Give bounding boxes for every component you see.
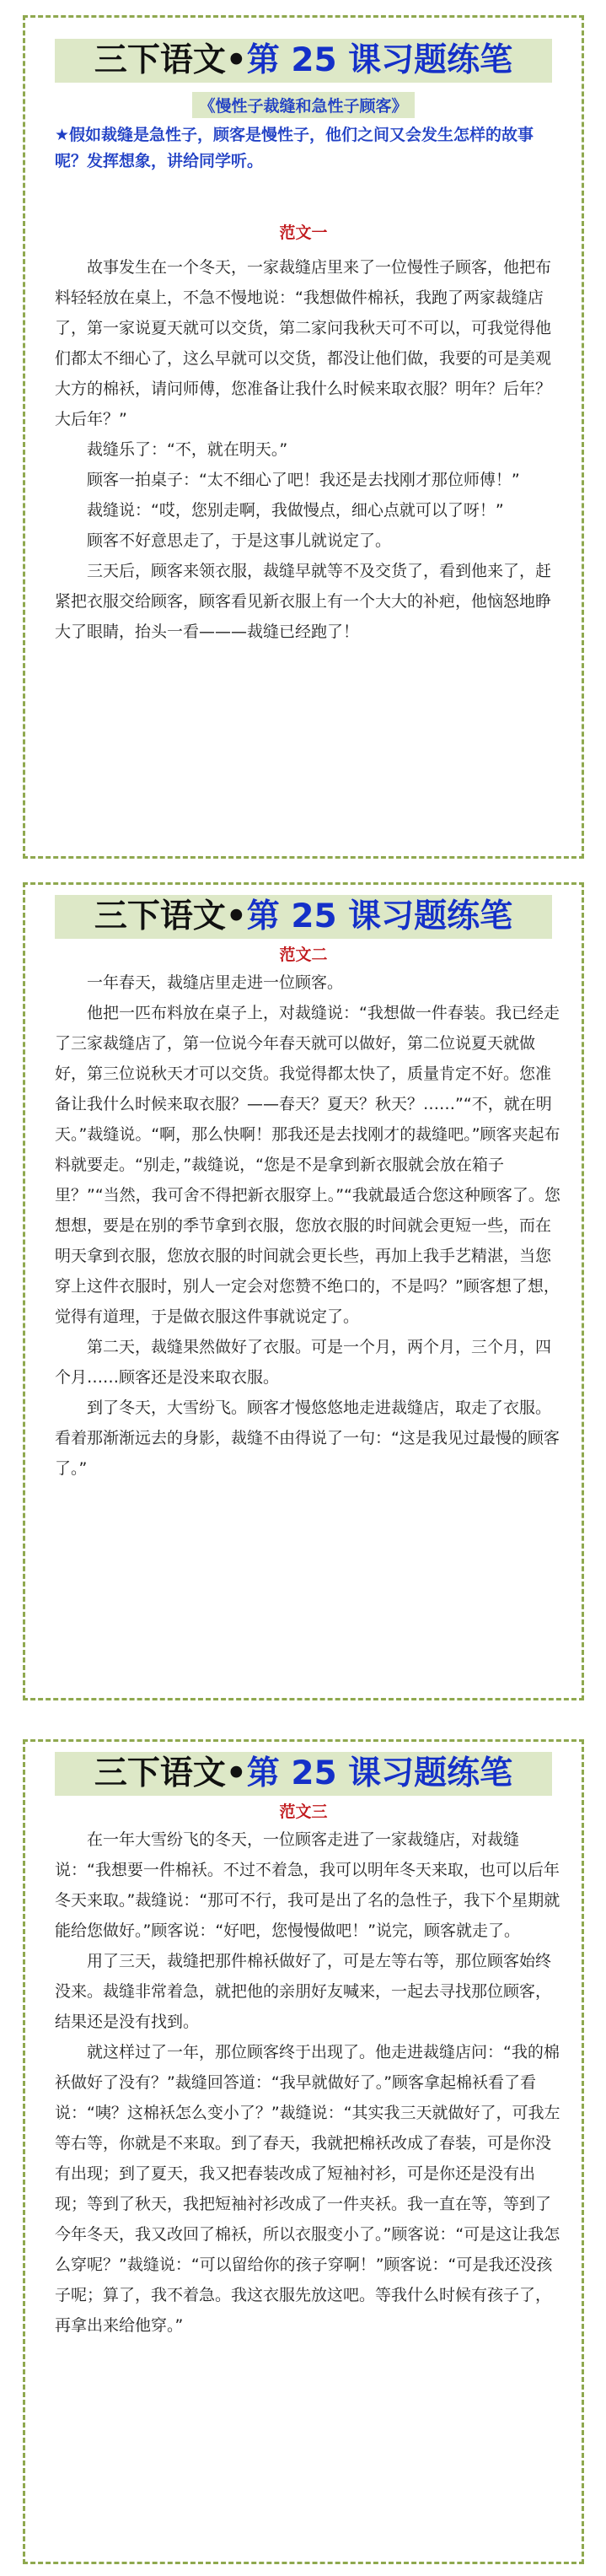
title-grade-text: 三下语文• [94, 41, 247, 79]
lesson-subtitle: 《慢性子裁缝和急性子顾客》 [55, 92, 552, 118]
essay-paragraph: 到了冬天，大雪纷飞。顾客才慢悠悠地走进裁缝店，取走了衣服。看着那渐渐远去的身影，裁缝不由得说了一句：“这是我见过最慢的顾客了。” [55, 1398, 560, 1478]
title-grade-text: 三下语文• [94, 1754, 247, 1792]
essay-paragraph: 就这样过了一年，那位顾客终于出现了。他走进裁缝店问：“我的棉袄做好了没有？”裁缝回答道：“我早就做好了。”顾客拿起棉袄看了看说：“咦？这棉袄怎么变小了？”裁缝说：“其实我三天就做好了，可我左等右等，你就是不来取。到了春天，我就把棉袄改成了春装，可是你没有出现；到了夏天，我又把春装改成了短袖衬衫，可是你还是没有出现；等到了秋天，我把短袖衬衫改成了一件夹袄。我一直在等，等到了今年冬天，我又改回了棉袄，所以衣服变小了。”顾客说：“可是这让我怎么穿呢？”裁缝说：“可以留给你的孩子穿啊！”顾客说：“可是我还没孩子呢；算了，我不着急。我这衣服先放这吧。等我什么时候有孩子了，再拿出来给他穿。” [55, 2043, 560, 2335]
card-title [55, 1752, 552, 1796]
essay-paragraph: 裁缝乐了：“不，就在明天。” [87, 440, 288, 459]
exercise-card-2 [23, 882, 584, 1700]
essay-paragraph: 故事发生在一个冬天，一家裁缝店里来了一位慢性子顾客，他把布料轻轻放在桌上，不急不慢地说：“我想做件棉袄，我跑了两家裁缝店了，第一家说夏天就可以交货，第二家问我秋天可不可以，可我觉得他们都太不细心了，这么早就可以交货，都没让他们做，我要的可是美观大方的棉袄，请问师傅，您准备让我什么时候来取衣服？明年？后年？大后年？” [55, 258, 552, 428]
essay-paragraph: 用了三天，裁缝把那件棉袄做好了，可是左等右等，那位顾客始终没来。裁缝非常着急，就把他的亲朋好友喊来，一起去寻找那位顾客，结果还是没有找到。 [55, 1952, 552, 2031]
exercise-card-3 [23, 1739, 584, 2564]
sample-essay-body [55, 967, 560, 1484]
title-lesson-text: 第 25 课习题练笔 [246, 41, 513, 79]
essay-paragraph: 他把一匹布料放在桌子上，对裁缝说：“我想做一件春装。我已经走了三家裁缝店了，第一位说今年春天就可以做好，第二位说夏天就做好，第三位说秋天才可以交货。我觉得都太快了，质量肯定不好。您准备让我什么时候来取衣服？——春天？夏天？秋天？……”“不，就在明天。”裁缝说。“啊，那么快啊！那我还是去找刚才的裁缝吧。”顾客夹起布料就要走。“别走，”裁缝说，“您是不是拿到新衣服就会放在箱子里？”“当然，我可舍不得把新衣服穿上。”“我就最适合您这种顾客了。您想想，要是在别的季节拿到衣服，您放衣服的时间就会更短一些，而在明天拿到衣服，您放衣服的时间就会更长些，再加上我手艺精湛，当您穿上这件衣服时，别人一定会对您赞不绝口的，不是吗？”顾客想了想，觉得有道理，于是做衣服这件事就说定了。 [55, 1004, 560, 1326]
essay-paragraph: 第二天，裁缝果然做好了衣服。可是一个月，两个月，三个月，四个月……顾客还是没来取衣服。 [55, 1338, 552, 1387]
essay-paragraph: 顾客一拍桌子：“太不细心了吧！我还是去找刚才那位师傅！” [87, 471, 520, 489]
title-lesson-text: 第 25 课习题练笔 [246, 897, 513, 935]
essay-paragraph: 三天后，顾客来领衣服，裁缝早就等不及交货了，看到他来了，赶紧把衣服交给顾客，顾客看见新衣服上有一个大大的补疤，他恼怒地睁大了眼睛，抬头一看———裁缝已经跑了！ [55, 562, 552, 641]
sample-essay-body [55, 252, 560, 647]
title-lesson-text: 第 25 课习题练笔 [246, 1754, 513, 1792]
sample-heading: 范文二 [279, 946, 328, 964]
sample-essay-body [55, 1824, 560, 2341]
essay-paragraph: 顾客不好意思走了，于是这事儿就说定了。 [87, 531, 392, 550]
card-title [55, 895, 552, 939]
exercise-card-1 [23, 15, 584, 859]
writing-prompt: ★假如裁缝是急性子，顾客是慢性子，他们之间又会发生怎样的故事呢？发挥想象，讲给同学听。 [55, 126, 534, 170]
essay-paragraph: 一年春天，裁缝店里走进一位顾客。 [87, 973, 344, 992]
sample-heading: 范文三 [279, 1803, 328, 1821]
title-grade-text: 三下语文• [94, 897, 247, 935]
essay-paragraph: 裁缝说：“哎，您别走啊，我做慢点，细心点就可以了呀！” [87, 501, 504, 520]
sample-heading: 范文一 [279, 224, 328, 242]
card-title [55, 39, 552, 83]
essay-paragraph: 在一年大雪纷飞的冬天，一位顾客走进了一家裁缝店，对裁缝说：“我想要一件棉袄。不过不着急，我可以明年冬天来取，也可以后年冬天来取。”裁缝说：“那可不行，我可是出了名的急性子，我下个星期就能给您做好。”顾客说：“好吧，您慢慢做吧！”说完，顾客就走了。 [55, 1830, 560, 1940]
